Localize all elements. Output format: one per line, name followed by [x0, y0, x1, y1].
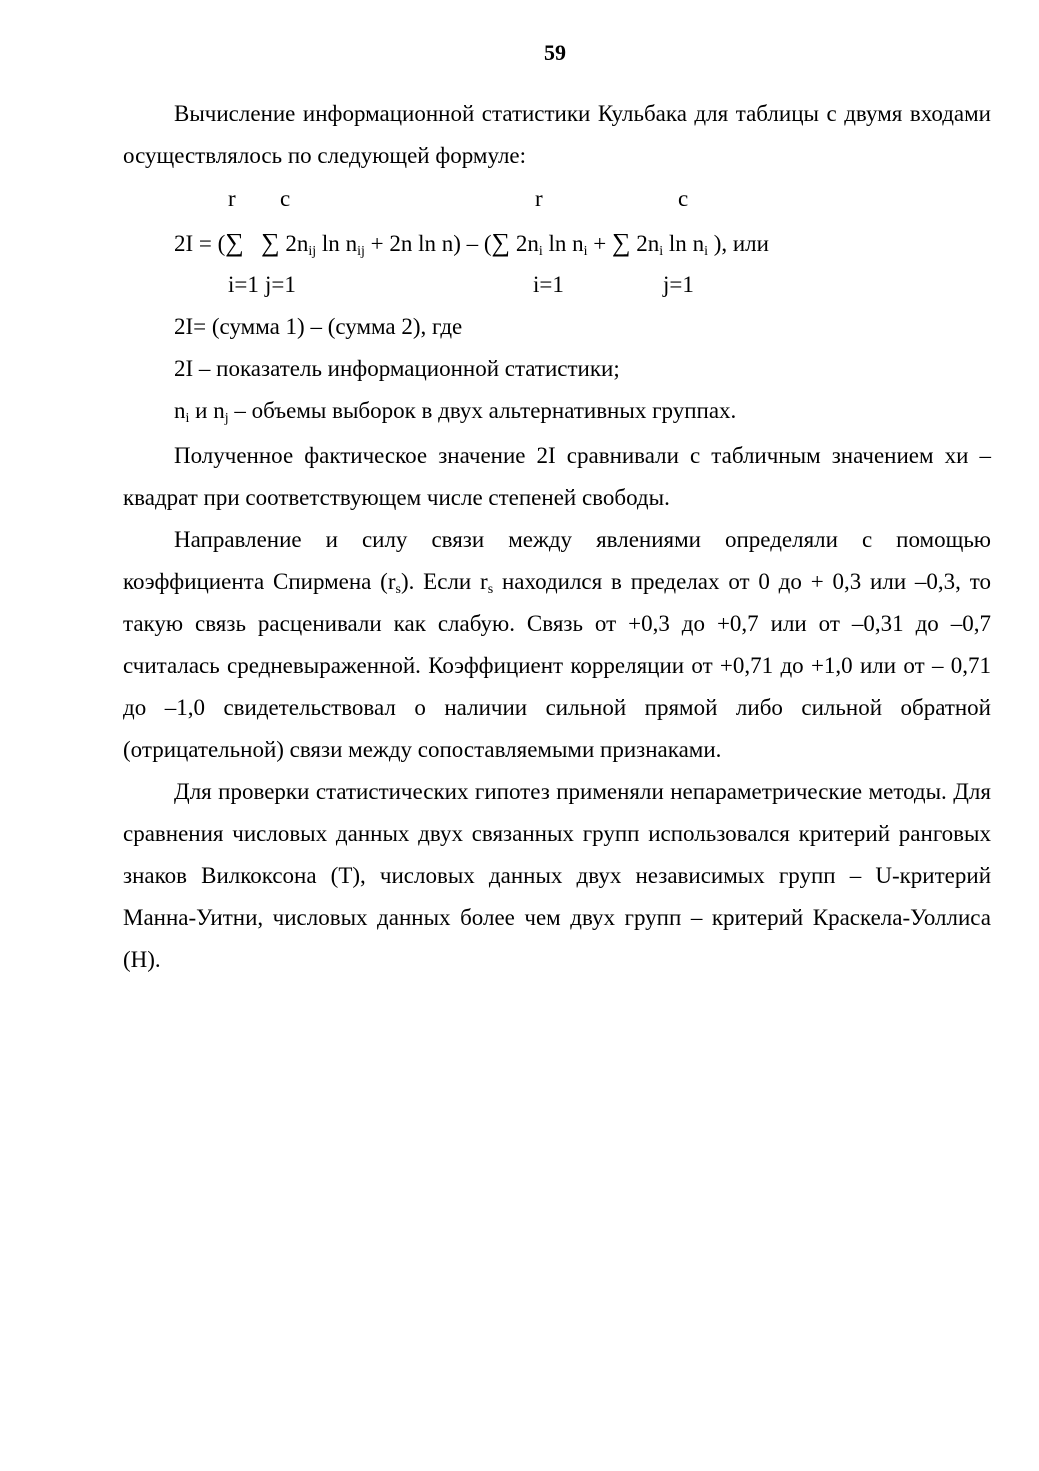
- intro-line-1: Вычисление информационной статистики Кульбака для таблицы с двумя: [174, 101, 903, 126]
- n-i: n: [174, 398, 186, 423]
- formula-sub-i: i: [583, 244, 588, 259]
- formula-upper-c1: c: [280, 186, 291, 211]
- formula-coef: 2: [285, 231, 297, 256]
- methods-text: Для проверки статистических гипотез применяли непараметрические методы. Для сравнения числовых данных двух связанных групп использовался критерий ранговых знаков Вилкоксона (Т), числовых данных двух независимых групп – U-критерий Манна-Уитни, числовых данных более чем двух групп – критерий Краскела-Уоллиса (Н).: [123, 779, 991, 972]
- n-i-sub: i: [185, 411, 190, 426]
- intro-text: [123, 93, 991, 177]
- formula-plus: +: [587, 231, 612, 256]
- sigma-2: ∑: [261, 228, 280, 257]
- spearman-text: [123, 519, 991, 771]
- page-number: 59: [544, 40, 566, 65]
- and-text: и: [189, 398, 214, 423]
- formula-lhs: 2I = (: [174, 231, 226, 256]
- formula-sub-ij: ij: [357, 244, 365, 259]
- formula-coef: 2: [515, 231, 528, 256]
- definition-n-text: – объемы выборок в двух альтернативных группах.: [228, 398, 737, 423]
- formula-n: n: [296, 231, 309, 256]
- formula-n: n: [692, 231, 705, 256]
- formula-n: n: [345, 231, 358, 256]
- spearman-paragraph: [123, 519, 991, 771]
- formula-close: ), или: [707, 231, 769, 256]
- formula-sub-i: i: [659, 244, 664, 259]
- definition-n: [174, 398, 736, 424]
- chi-text: Полученное фактическое значение 2I сравнивали с табличным значением хи – квадрат при соответствующем числе степеней свободы.: [123, 443, 991, 510]
- formula-n: n: [527, 231, 539, 256]
- sigma-3: ∑: [491, 228, 511, 257]
- formula-n: n: [647, 231, 660, 256]
- formula-upper-r1: r: [228, 186, 236, 211]
- formula-main: [174, 228, 769, 258]
- formula-sub-i: i: [704, 244, 708, 259]
- sum-line: 2I= (сумма 1) – (сумма 2), где: [174, 314, 463, 339]
- n-j-sub: j: [224, 411, 229, 426]
- methods-paragraph: [123, 771, 991, 981]
- spearman-part-2: ). Если r: [400, 569, 488, 594]
- sigma-1: ∑: [225, 228, 244, 257]
- definition-2i: 2I – показатель информационной статистики;: [174, 356, 620, 381]
- formula-sub-ij: ij: [308, 244, 317, 259]
- formula-upper-r2: r: [535, 186, 543, 211]
- spearman-sub-1: s: [395, 582, 401, 597]
- spearman-sub-2: s: [487, 582, 494, 597]
- intro-line-2: входами осуществлялось по следующей формуле:: [123, 101, 991, 168]
- formula-ln: ln: [321, 231, 340, 256]
- formula-upper-c2: c: [678, 186, 689, 211]
- formula-middle: + 2n ln n) – (: [364, 231, 492, 256]
- formula-ln: ln: [548, 231, 567, 256]
- spearman-part-1: Направление и силу связи между явлениями определяли с помощью коэффициента Спирмена (r: [123, 527, 991, 594]
- spearman-part-3: находился в пределах от 0 до + 0,3 или –0,3, то такую связь расценивали как слабую. Связь от +0,3 до +0,7 или от –0,31 до –0,7 считалась средневыраженной. Коэффициент корреляции от +0,71 до +1,0 или от – 0,71 до –1,0 свидетельствовал о наличии сильной прямой либо сильной обратной (отрицательной) связи между сопоставляемыми признаками.: [123, 569, 991, 762]
- n-j: n: [213, 398, 225, 423]
- formula-ln: ln: [668, 231, 687, 256]
- chi-paragraph: [123, 435, 991, 519]
- intro-paragraph: [123, 93, 991, 177]
- formula-lower-i1: i=1: [228, 272, 259, 297]
- formula-lower-i2: i=1: [533, 272, 564, 297]
- sigma-4: ∑: [611, 228, 631, 257]
- formula-coef: 2: [636, 231, 648, 256]
- formula-lower-j1: j=1: [265, 272, 296, 297]
- formula-n: n: [572, 231, 584, 256]
- formula-sub-i: i: [538, 244, 543, 259]
- formula-lower-j2: j=1: [663, 272, 694, 297]
